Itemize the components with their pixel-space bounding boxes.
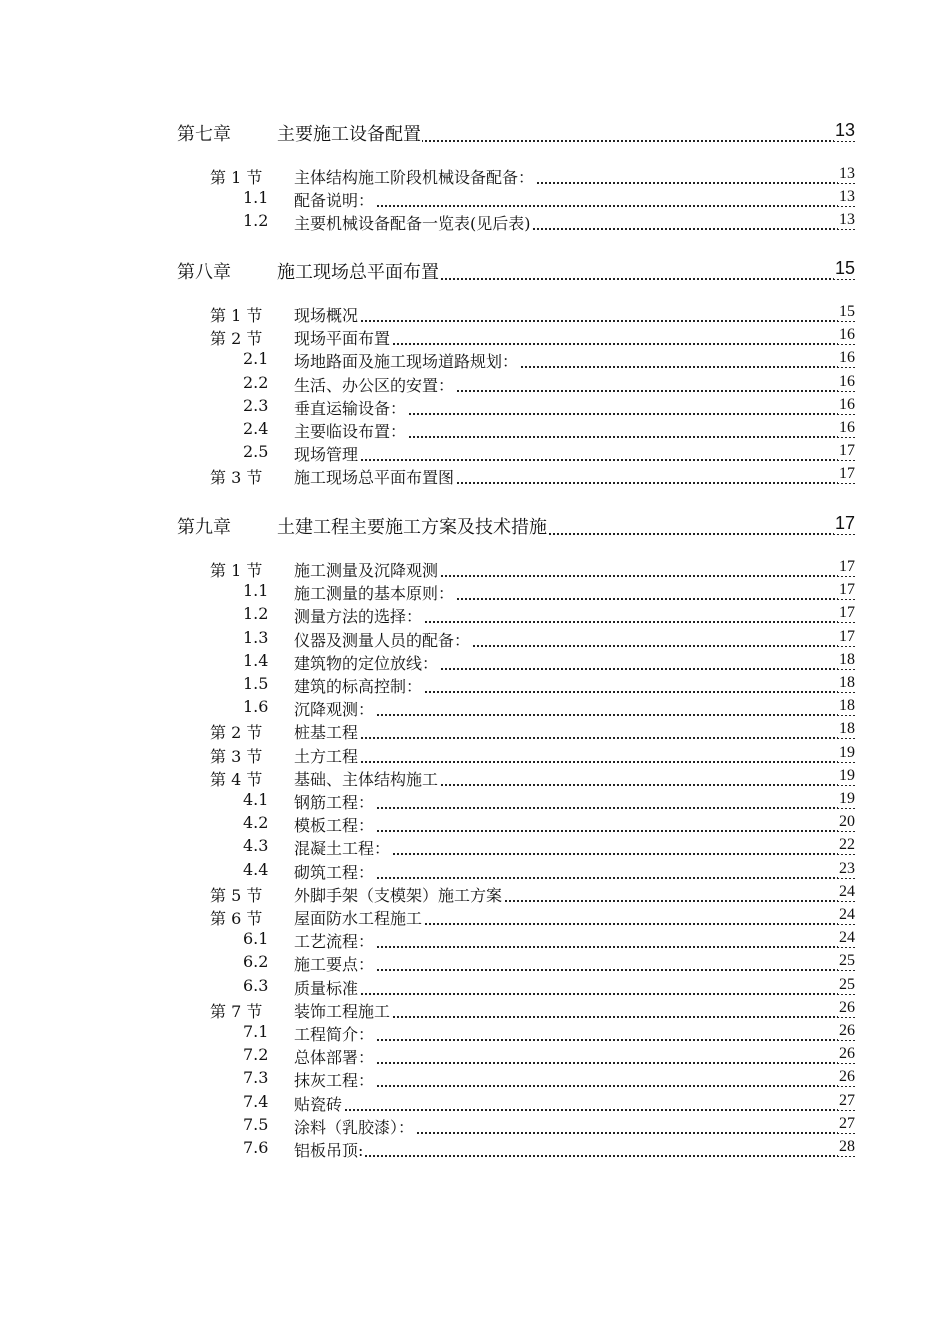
dot-leader xyxy=(294,1155,855,1157)
toc-page-number: 17 xyxy=(839,442,855,460)
toc-title: 工艺流程： xyxy=(294,929,855,952)
toc-page-number: 19 xyxy=(839,790,855,807)
toc-page-number: 17 xyxy=(834,513,855,533)
dot-leader xyxy=(294,993,855,995)
toc-number: 第七章 xyxy=(177,124,231,145)
toc-subsection[interactable] xyxy=(0,211,950,235)
toc-title: 钢筋工程： xyxy=(294,790,855,813)
toc-number: 第八章 xyxy=(177,262,231,283)
toc-section[interactable] xyxy=(0,906,950,930)
toc-subsection[interactable] xyxy=(0,674,950,698)
toc-number: 第 4 节 xyxy=(210,769,263,789)
toc-subsection[interactable] xyxy=(0,860,950,884)
toc-number: 第 3 节 xyxy=(210,746,263,766)
toc-section[interactable] xyxy=(0,744,950,768)
dot-leader xyxy=(294,1109,855,1111)
toc-page-number: 17 xyxy=(839,627,855,645)
dot-leader xyxy=(294,807,855,809)
dot-leader xyxy=(294,946,855,948)
toc-page-number: 16 xyxy=(839,349,855,367)
toc-subsection[interactable] xyxy=(0,790,950,814)
toc-page-number: 13 xyxy=(839,188,855,206)
dot-leader xyxy=(294,830,855,832)
toc-number: 6.3 xyxy=(243,975,269,995)
toc-title: 沉降观测： xyxy=(294,697,855,720)
toc-page-number: 26 xyxy=(839,1022,855,1039)
toc-subsection[interactable] xyxy=(0,1092,950,1116)
toc-title: 垂直运输设备： xyxy=(294,396,855,419)
toc-page-number: 19 xyxy=(839,743,855,761)
toc-page-number: 18 xyxy=(839,720,855,738)
toc-title: 屋面防水工程施工 xyxy=(294,906,855,929)
toc-title: 仪器及测量人员的配备： xyxy=(294,628,855,651)
toc-subsection[interactable] xyxy=(0,651,950,675)
toc-page-number: 13 xyxy=(834,120,855,140)
toc-subsection[interactable] xyxy=(0,188,950,212)
toc-page-number: 27 xyxy=(839,1091,855,1109)
toc-number: 1.2 xyxy=(243,604,269,624)
toc-page-number: 17 xyxy=(839,465,855,483)
toc-page-number: 28 xyxy=(839,1138,855,1155)
toc-page-number: 27 xyxy=(839,1114,855,1132)
toc-title: 场地路面及施工现场道路规划： xyxy=(294,349,855,372)
toc-page-number: 24 xyxy=(839,929,855,947)
toc-subsection[interactable] xyxy=(0,442,950,466)
toc-number: 2.2 xyxy=(243,372,269,392)
toc-number: 7.2 xyxy=(243,1045,269,1065)
toc-number: 2.5 xyxy=(243,442,269,462)
toc-number: 第 7 节 xyxy=(210,1001,263,1021)
toc-subsection[interactable] xyxy=(0,1068,950,1092)
dot-leader xyxy=(294,761,855,763)
toc-page-number: 26 xyxy=(839,998,855,1016)
dot-leader xyxy=(294,877,855,879)
toc-number: 第 3 节 xyxy=(210,468,263,488)
toc-title: 施工测量的基本原则： xyxy=(294,581,855,604)
toc-title: 测量方法的选择： xyxy=(294,604,855,627)
toc-subsection[interactable] xyxy=(0,419,950,443)
toc-number: 2.3 xyxy=(243,395,269,415)
toc-title: 模板工程： xyxy=(294,813,855,836)
toc-page-number: 24 xyxy=(839,882,855,900)
toc-number: 7.6 xyxy=(243,1138,269,1157)
toc-number: 4.4 xyxy=(243,859,269,879)
toc-title: 主要施工设备配置 xyxy=(277,120,855,146)
dot-leader xyxy=(294,714,855,716)
toc-subsection[interactable] xyxy=(0,1138,950,1162)
toc-title: 施工现场总平面布置图 xyxy=(294,465,855,488)
toc-page-number: 13 xyxy=(839,165,855,182)
toc-page-number: 15 xyxy=(839,303,855,320)
toc-number: 4.1 xyxy=(243,790,269,809)
toc-page-number: 16 xyxy=(839,326,855,344)
toc-number: 第 2 节 xyxy=(210,723,263,743)
toc-chapter[interactable] xyxy=(0,513,950,537)
toc-subsection[interactable] xyxy=(0,952,950,976)
toc-subsection[interactable] xyxy=(0,697,950,721)
toc-subsection[interactable] xyxy=(0,628,950,652)
toc-number: 2.4 xyxy=(243,419,269,438)
toc-page-number: 19 xyxy=(839,766,855,784)
toc-title: 混凝土工程： xyxy=(294,836,855,859)
toc-section[interactable] xyxy=(0,326,950,350)
toc-number: 1.1 xyxy=(243,581,269,601)
toc-title: 基础、主体结构施工 xyxy=(294,767,855,790)
toc-title: 配备说明： xyxy=(294,188,855,211)
toc-page-number: 18 xyxy=(839,674,855,691)
toc-title: 现场概况 xyxy=(294,303,855,326)
toc-number: 4.3 xyxy=(243,836,269,856)
dot-leader xyxy=(294,1085,855,1087)
toc-title: 主体结构施工阶段机械设备配备： xyxy=(294,165,855,188)
toc-subsection[interactable] xyxy=(0,976,950,1000)
toc-title: 涂料（乳胶漆）： xyxy=(294,1115,855,1138)
toc-number: 1.3 xyxy=(243,627,269,647)
toc-page-number: 22 xyxy=(839,836,855,854)
toc-number: 7.1 xyxy=(243,1022,269,1041)
toc-number: 2.1 xyxy=(243,349,269,369)
toc-subsection[interactable] xyxy=(0,1115,950,1139)
toc-section[interactable] xyxy=(0,720,950,744)
toc-section[interactable] xyxy=(0,303,950,327)
toc-number: 1.6 xyxy=(243,697,269,717)
dot-leader xyxy=(294,459,855,461)
toc-title: 贴瓷砖 xyxy=(294,1092,855,1115)
toc-page-number: 17 xyxy=(839,558,855,575)
toc-page-number: 17 xyxy=(839,581,855,599)
toc-section[interactable] xyxy=(0,558,950,582)
toc-page-number: 16 xyxy=(839,419,855,436)
toc-number: 6.2 xyxy=(243,952,269,972)
toc-subsection[interactable] xyxy=(0,396,950,420)
toc-number: 第 5 节 xyxy=(210,885,263,905)
toc-title: 主要机械设备配备一览表(见后表) xyxy=(294,211,855,234)
toc-number: 1.1 xyxy=(243,188,269,208)
toc-chapter[interactable] xyxy=(0,120,950,144)
toc-page-number: 26 xyxy=(839,1068,855,1086)
toc-title: 总体部署： xyxy=(294,1045,855,1068)
toc-page-number: 13 xyxy=(839,211,855,229)
toc-title: 施工现场总平面布置 xyxy=(277,258,855,284)
toc-page-number: 18 xyxy=(839,650,855,668)
toc-title: 现场管理 xyxy=(294,442,855,465)
toc-title: 桩基工程 xyxy=(294,720,855,743)
toc-page-number: 26 xyxy=(839,1045,855,1063)
dot-leader xyxy=(294,1039,855,1041)
toc-number: 4.2 xyxy=(243,813,269,833)
toc-number: 7.4 xyxy=(243,1091,269,1111)
toc-page-number: 16 xyxy=(839,372,855,390)
toc-number: 第 2 节 xyxy=(210,329,263,349)
toc-title: 现场平面布置 xyxy=(294,326,855,349)
toc-subsection[interactable] xyxy=(0,349,950,373)
toc-number: 1.5 xyxy=(243,674,269,693)
toc-page-number: 23 xyxy=(839,859,855,877)
toc-page-number: 16 xyxy=(839,395,855,413)
toc-number: 6.1 xyxy=(243,929,269,949)
toc-number: 第 6 节 xyxy=(210,909,263,928)
toc-title: 主要临设布置： xyxy=(294,419,855,442)
toc-page-number: 18 xyxy=(839,697,855,715)
dot-leader xyxy=(294,205,855,207)
toc-number: 7.5 xyxy=(243,1114,269,1134)
toc-title: 施工要点： xyxy=(294,952,855,975)
dot-leader xyxy=(294,737,855,739)
toc-section[interactable] xyxy=(0,767,950,791)
toc-number: 第九章 xyxy=(177,517,231,538)
dot-leader xyxy=(294,1062,855,1064)
toc-subsection[interactable] xyxy=(0,581,950,605)
toc-title: 工程简介： xyxy=(294,1022,855,1045)
toc-subsection[interactable] xyxy=(0,604,950,628)
toc-title: 土方工程 xyxy=(294,744,855,767)
toc-title: 质量标准 xyxy=(294,976,855,999)
toc-title: 建筑物的定位放线： xyxy=(294,651,855,674)
dot-leader xyxy=(294,969,855,971)
toc-number: 1.4 xyxy=(243,650,269,670)
toc-page-number: 15 xyxy=(834,258,855,278)
toc-section[interactable] xyxy=(0,465,950,489)
toc-title: 抹灰工程： xyxy=(294,1068,855,1091)
toc-number: 第 1 节 xyxy=(210,168,263,187)
toc-subsection[interactable] xyxy=(0,373,950,397)
toc-number: 第 1 节 xyxy=(210,561,263,580)
toc-subsection[interactable] xyxy=(0,1022,950,1046)
toc-page-number: 24 xyxy=(839,906,855,923)
toc-subsection[interactable] xyxy=(0,836,950,860)
toc-page-number: 20 xyxy=(839,813,855,831)
toc-title: 装饰工程施工 xyxy=(294,999,855,1022)
toc-title: 建筑的标高控制： xyxy=(294,674,855,697)
toc-section[interactable] xyxy=(0,999,950,1023)
toc-title: 生活、办公区的安置： xyxy=(294,373,855,396)
toc-page-number: 17 xyxy=(839,604,855,622)
toc-title: 施工测量及沉降观测 xyxy=(294,558,855,581)
toc-chapter[interactable] xyxy=(0,258,950,282)
toc-number: 第 1 节 xyxy=(210,306,263,325)
toc-section[interactable] xyxy=(0,165,950,189)
toc-number: 1.2 xyxy=(243,211,269,231)
toc-title: 土建工程主要施工方案及技术措施 xyxy=(277,513,855,539)
toc-page-number: 25 xyxy=(839,975,855,993)
toc-subsection[interactable] xyxy=(0,813,950,837)
toc-title: 砌筑工程： xyxy=(294,860,855,883)
dot-leader xyxy=(294,320,855,322)
toc-title: 外脚手架（支模架）施工方案 xyxy=(294,883,855,906)
toc-subsection[interactable] xyxy=(0,929,950,953)
toc-subsection[interactable] xyxy=(0,1045,950,1069)
toc-title: 铝板吊顶: xyxy=(294,1138,855,1161)
toc-page-number: 25 xyxy=(839,952,855,970)
toc-number: 7.3 xyxy=(243,1068,269,1088)
toc-section[interactable] xyxy=(0,883,950,907)
